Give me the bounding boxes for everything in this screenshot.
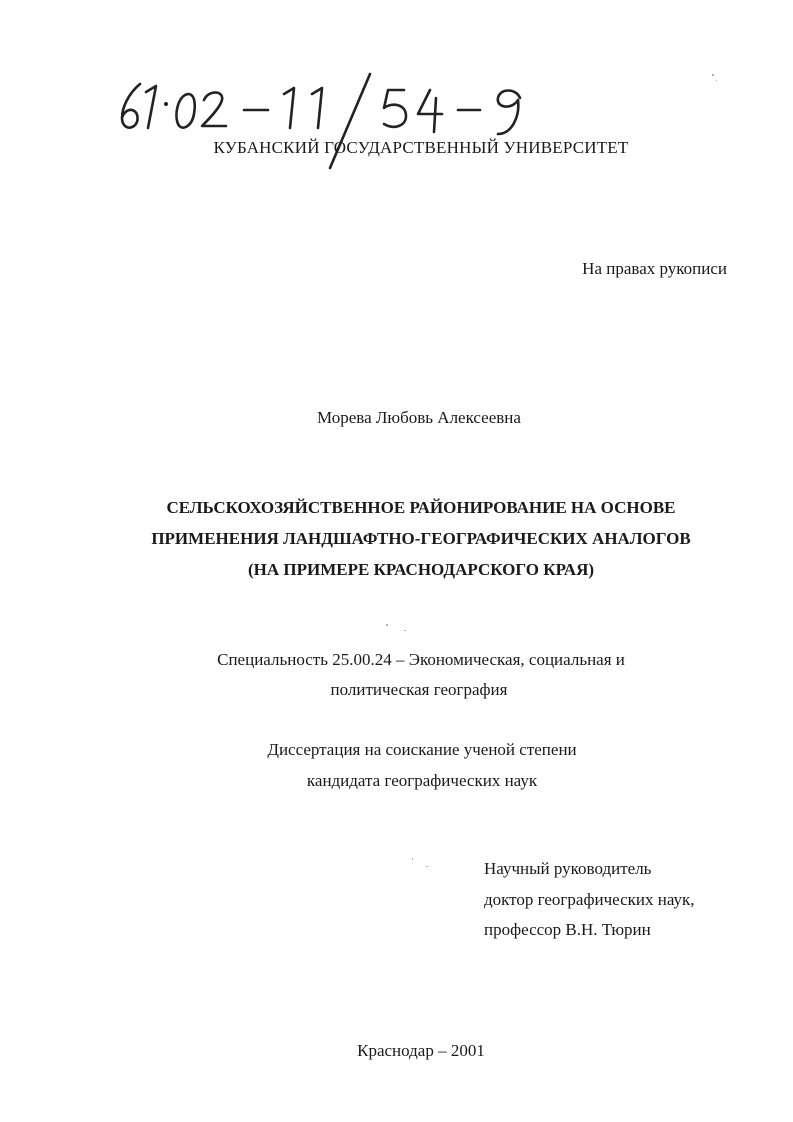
city-year: Краснодар – 2001 [357, 1041, 485, 1060]
specialty-line-1: Специальность 25.00.24 – Экономическая, социальная и [217, 650, 625, 669]
dissertation-line-1: Диссертация на соискание ученой степени [267, 740, 577, 759]
scan-speck [426, 866, 428, 867]
supervisor-line-2: доктор географических наук, [484, 890, 695, 909]
specialty-line-2: политическая география [330, 680, 508, 699]
scan-speck [386, 624, 388, 626]
author-name: Морева Любовь Алексеевна [317, 408, 521, 427]
dissertation-line-2: кандидата географических наук [306, 771, 538, 790]
supervisor-line-1: Научный руководитель [484, 859, 652, 878]
title-line-2: ПРИМЕНЕНИЯ ЛАНДШАФТНО-ГЕОГРАФИЧЕСКИХ АНАЛОГОВ [151, 529, 691, 548]
university-name: КУБАНСКИЙ ГОСУДАРСТВЕННЫЙ УНИВЕРСИТЕТ [213, 138, 629, 157]
scan-speck [412, 858, 413, 860]
scan-speck [712, 74, 714, 76]
scan-speck [716, 80, 717, 81]
rights-note: На правах рукописи [582, 259, 727, 278]
title-line-3: (НА ПРИМЕРЕ КРАСНОДАРСКОГО КРАЯ) [247, 560, 595, 579]
scan-speck [404, 630, 406, 631]
title-line-1: СЕЛЬСКОХОЗЯЙСТВЕННОЕ РАЙОНИРОВАНИЕ НА ОСНОВЕ [166, 498, 676, 517]
supervisor-line-3: профессор В.Н. Тюрин [484, 920, 651, 939]
